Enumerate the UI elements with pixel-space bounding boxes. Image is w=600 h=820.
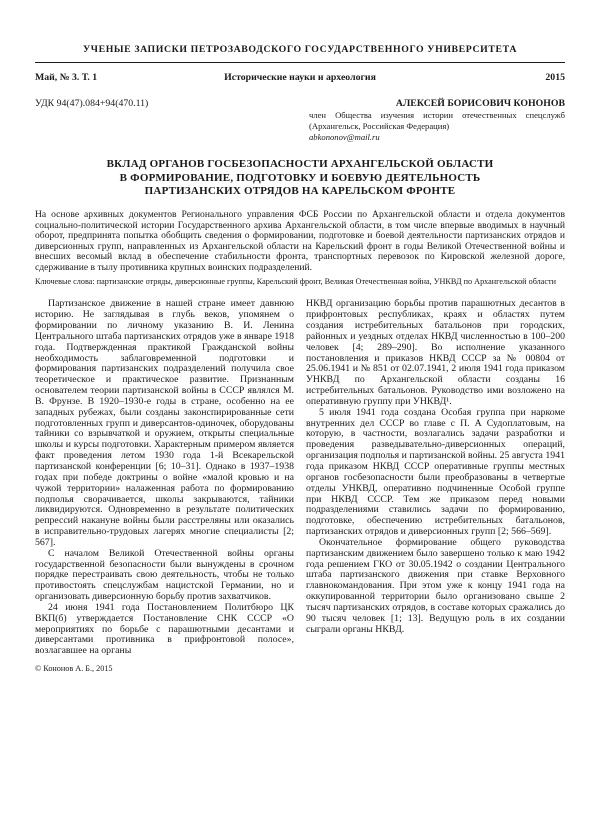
article-title-line-2: В ФОРМИРОВАНИЕ, ПОДГОТОВКУ И БОЕВУЮ ДЕЯТЕЛЬНОСТЬ <box>119 171 481 184</box>
udc-code: УДК 94(47).084+94(470.11) <box>35 98 149 109</box>
body-paragraph: Окончательное формирование общего руководства партизанским движением было завершено только к маю 1942 года решением ГКО от 30.05.1942 о создании Центрального штаба партизанского движения при ставке Верховного главнокомандования. При этом уже к концу 1941 года на оккупированной территории было организовано свыше 2 тысяч партизанских отрядов, в составе которых сражались до 90 тысяч человек [1; 13]. Ведущую роль в их создании сыграли органы НКВД. <box>306 536 565 635</box>
masthead-rule <box>35 62 565 63</box>
author-block <box>309 98 565 142</box>
issue-number: Май, № 3. Т. 1 <box>35 72 98 83</box>
journal-section: Исторические науки и археология <box>224 72 376 83</box>
issue-info-row <box>35 72 565 83</box>
body-column-right <box>306 299 565 657</box>
meta-row <box>35 98 565 142</box>
body-paragraph: С началом Великой Отечественной войны органы государственной безопасности были вынуждены в срочном порядке перестраивать свою деятельность, чтобы не только противостоять спецслужбам нацистской Германии, но и организовать диверсионную борьбу против захватчиков. <box>35 547 294 603</box>
copyright-notice: © Кононов А. Б., 2015 <box>35 664 113 674</box>
abstract-text: На основе архивных документов Регионального управления ФСБ России по Архангельской области и отдела документов социально-политической истории Государственного архива Архангельской области, в том числе впервые вводимых в научный оборот, предпринята попытка обобщить сведения о формировании, подготовке и боевой деятельности партизанских отрядов и диверсионных групп, направленных из Архангельской области на Карельский фронт в годы Великой Отечественной войны и внесших весомый вклад в обеспечение стабильности фронта, транспортных перевозок по Кировской железной дороге, сдерживание в тылу противника крупных воинских подразделений. <box>35 208 565 273</box>
body-paragraph: Партизанское движение в нашей стране имеет давнюю историю. Не заглядывая в глубь веков, упомянем о формировании по личному указанию В. И. Ленина Центрального штаба партизанских отрядов уже в январе 1918 года. Подтвержденная практикой Гражданской войны необходимость заблаговременной подготовки и формирования партизанских подразделений получила свое теоретическое и практическое развитие. Признанным основателем теории партизанской войны в СССР являлся М. В. Фрунзе. В 1920–1930-е годы в стране, особенно на ее западных рубежах, были созданы законспирированные сети подготовленных групп и диверсантов-одиночек, оборудованы тайники со взрывчаткой и оружием, открыты специальные школы и курсы подготовки. Характерным примером является факт проведения летом 1930 года 1-й Всекарельской партизанской конференции [6; 10–31]. Однако в 1937–1938 годах при победе доктрины о войне «малой кровью и на чужой территории» налаженная работа по формированию подполья сворачивается, школы закрываются, тайники ликвидируются. Одновременно в результате политических репрессий накануне войны были расстреляны или оказались в исправительно-трудовых лагерях многие специалисты [2; 567]. <box>35 298 294 548</box>
keywords-text: партизанские отряды, диверсионные группы, Карельский фронт, Великая Отечественная война, УНКВД по Архангельской области <box>96 276 556 286</box>
body-column-left <box>35 299 294 657</box>
keywords-label: Ключевые слова: <box>35 276 97 286</box>
body-paragraph: 24 июня 1941 года Постановлением Политбюро ЦК ВКП(б) утверждается Постановление СНК СССР «О мероприятиях по борьбе с парашютными десантами и диверсантами противника в прифронтовой полосе», возлагавшее на органы <box>35 601 294 657</box>
article-body <box>35 299 565 657</box>
author-affiliation: член Общества изучения истории отечественных спецслужб (Архангельск, Российская Федерация) <box>309 110 565 131</box>
article-title <box>35 158 565 199</box>
keywords-block <box>35 277 565 287</box>
body-paragraph: 5 июля 1941 года создана Особая группа при наркоме внутренних дел СССР во главе с П. А Судоплатовым, на которую, в частности, возлагались задачи разработки и проведения разведывательно-диверсионных операций, организация подполья и партизанской войны. 25 августа 1941 года приказом НКВД СССР оперативные группы местных органов госбезопасности были преобразованы в четвертые отделы УНКВД, оперативно подчиненные Особой группе при НКВД СССР. Тем же приказом перед новыми подразделениями ставились задачи по формированию, подготовке, обеспечению истребительных батальонов, партизанских отрядов и диверсионных групп [2; 566–569]. <box>306 406 565 538</box>
journal-masthead: УЧЕНЫЕ ЗАПИСКИ ПЕТРОЗАВОДСКОГО ГОСУДАРСТВЕННОГО УНИВЕРСИТЕТА <box>82 44 517 55</box>
body-paragraph: НКВД организацию борьбы против парашютных десантов в прифронтовых республиках, краях и областях путем создания истребительных батальонов при городских, районных и уездных отделах НКВД численностью в 100–200 человек [4; 289–290]. Во исполнение указанного постановления и приказов НКВД СССР за № 00804 от 25.06.1941 и № 851 от 02.07.1941, 2 июля 1941 года приказом УНКВД по Архангельской области созданы 16 истребительных батальонов. Руководство ими возложено на оперативную группу при УНКВД¹. <box>306 298 565 407</box>
article-title-line-3: ПАРТИЗАНСКИХ ОТРЯДОВ НА КАРЕЛЬСКОМ ФРОНТЕ <box>144 185 456 198</box>
author-email: abkononov@mail.ru <box>309 132 380 143</box>
author-name: АЛЕКСЕЙ БОРИСОВИЧ КОНОНОВ <box>395 98 565 109</box>
issue-year: 2015 <box>545 72 565 83</box>
article-title-line-1: ВКЛАД ОРГАНОВ ГОСБЕЗОПАСНОСТИ АРХАНГЕЛЬСКОЙ ОБЛАСТИ <box>106 158 494 171</box>
